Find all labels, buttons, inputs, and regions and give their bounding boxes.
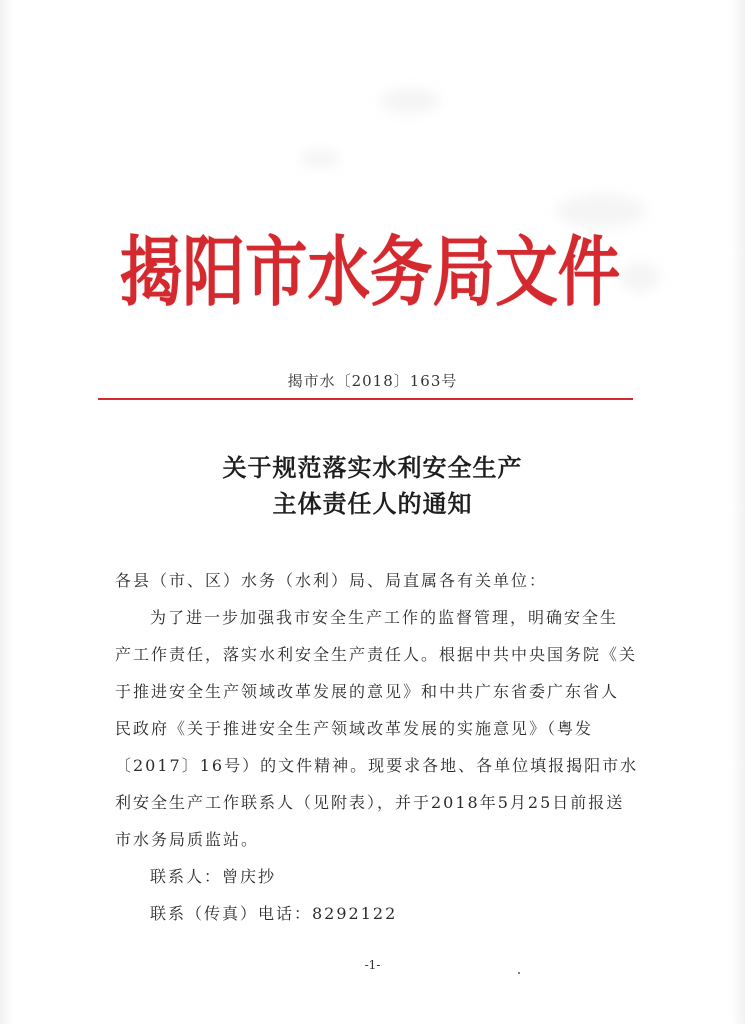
red-divider-rule bbox=[98, 398, 633, 400]
document-title-line-1: 关于规范落实水利安全生产 bbox=[222, 454, 523, 482]
document-title-line-2: 主体责任人的通知 bbox=[272, 490, 473, 518]
page-number: -1- bbox=[364, 958, 381, 972]
scan-smudge bbox=[620, 262, 660, 292]
scan-smudge bbox=[380, 88, 440, 114]
body-paragraph-line: 民政府《关于推进安全生产领域改革发展的实施意见》（粤发 bbox=[115, 719, 594, 738]
scan-speck bbox=[518, 972, 520, 974]
contact-phone: 联系（传真）电话：8292122 bbox=[150, 904, 398, 923]
document-masthead: 揭阳市水务局文件 bbox=[119, 227, 621, 317]
body-paragraph-line: 利安全生产工作联系人（见附表），并于2018年5月25日前报送 bbox=[115, 793, 625, 812]
body-paragraph-line: 市水务局质监站。 bbox=[115, 830, 260, 849]
salutation: 各县（市、区）水务（水利）局、局直属各有关单位： bbox=[115, 571, 548, 590]
body-paragraph-line: 于推进安全生产领域改革发展的意见》和中共广东省委广东省人 bbox=[115, 682, 620, 701]
body-paragraph-line: 为了进一步加强我市安全生产工作的监督管理，明确安全生 bbox=[150, 608, 619, 627]
body-paragraph-line: 产工作责任，落实水利安全生产责任人。根据中共中央国务院《关 bbox=[115, 645, 638, 664]
body-paragraph-line: 〔2017〕16号）的文件精神。现要求各地、各单位填报揭阳市水 bbox=[115, 756, 639, 775]
contact-person: 联系人：曾庆抄 bbox=[150, 867, 277, 886]
scan-smudge bbox=[300, 150, 340, 168]
document-number: 揭市水〔2018〕163号 bbox=[287, 372, 458, 390]
